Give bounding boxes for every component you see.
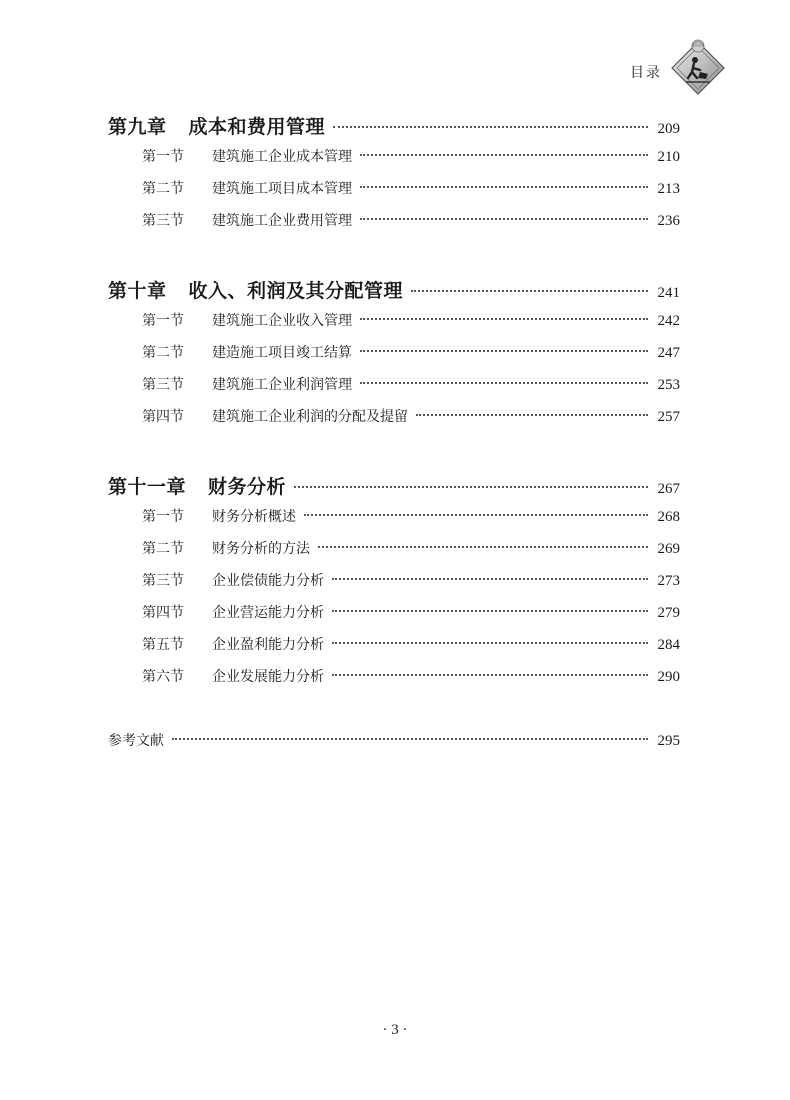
section-number: 第三节 <box>142 213 184 229</box>
section-title: 建筑施工企业利润的分配及提留 <box>212 409 408 425</box>
chapter-heading[interactable] <box>108 112 680 146</box>
page-number: 253 <box>657 377 680 393</box>
chapter-9 <box>108 112 680 242</box>
chapter-number: 第九章 <box>108 116 167 138</box>
page-number: 269 <box>657 541 680 557</box>
section-title: 建造施工项目竣工结算 <box>212 345 352 361</box>
page-number: 241 <box>657 285 680 301</box>
section-number: 第三节 <box>142 377 184 393</box>
dot-leader <box>360 218 648 220</box>
dot-leader <box>416 414 648 416</box>
page-number: 213 <box>657 181 680 197</box>
section-number: 第三节 <box>142 573 184 589</box>
section-title: 建筑施工企业成本管理 <box>212 149 352 165</box>
dot-leader <box>332 674 648 676</box>
page-number: 267 <box>657 481 680 497</box>
section-number: 第一节 <box>142 149 184 165</box>
page-number: 279 <box>657 605 680 621</box>
page-number: 247 <box>657 345 680 361</box>
dot-leader <box>360 186 648 188</box>
section-title: 建筑施工企业利润管理 <box>212 377 352 393</box>
dot-leader <box>332 642 648 644</box>
page-number: 210 <box>657 149 680 165</box>
section-entry[interactable] <box>108 602 680 634</box>
section-entry[interactable] <box>108 342 680 374</box>
page-number: 290 <box>657 669 680 685</box>
dot-leader <box>360 154 648 156</box>
dot-leader <box>360 382 648 384</box>
section-entry[interactable] <box>108 310 680 342</box>
footer-page-number: · 3 · <box>382 1022 408 1038</box>
page-number: 242 <box>657 313 680 329</box>
section-title: 建筑施工企业费用管理 <box>212 213 352 229</box>
dot-leader <box>318 546 648 548</box>
dot-leader <box>172 738 648 740</box>
dot-leader <box>304 514 648 516</box>
section-number: 第一节 <box>142 509 184 525</box>
section-number: 第二节 <box>142 541 184 557</box>
section-title: 企业发展能力分析 <box>212 669 324 685</box>
running-header <box>630 40 728 96</box>
section-title: 企业盈利能力分析 <box>212 637 324 653</box>
construction-worker-emblem-icon <box>668 38 728 98</box>
section-number: 第二节 <box>142 345 184 361</box>
section-title: 财务分析概述 <box>212 509 296 525</box>
page-number: 236 <box>657 213 680 229</box>
section-number: 第六节 <box>142 669 184 685</box>
dot-leader <box>411 290 647 292</box>
dot-leader <box>360 350 648 352</box>
section-number: 第五节 <box>142 637 184 653</box>
section-title: 建筑施工企业收入管理 <box>212 313 352 329</box>
section-number: 第二节 <box>142 181 184 197</box>
section-title: 财务分析的方法 <box>212 541 310 557</box>
section-entry[interactable] <box>108 666 680 698</box>
section-entry[interactable] <box>108 570 680 602</box>
section-entry[interactable] <box>108 210 680 242</box>
section-number: 第一节 <box>142 313 184 329</box>
chapter-title: 成本和费用管理 <box>188 116 326 138</box>
header-label: 目录 <box>630 65 662 81</box>
section-entry[interactable] <box>108 146 680 178</box>
chapter-heading[interactable] <box>108 472 680 506</box>
dot-leader <box>332 578 648 580</box>
references-entry[interactable] <box>108 730 680 762</box>
section-number: 第四节 <box>142 605 184 621</box>
section-title: 企业偿债能力分析 <box>212 573 324 589</box>
section-entry[interactable] <box>108 178 680 210</box>
chapter-title: 收入、利润及其分配管理 <box>188 280 404 302</box>
chapter-heading[interactable] <box>108 276 680 310</box>
references-title: 参考文献 <box>108 733 164 749</box>
chapter-title: 财务分析 <box>208 476 287 498</box>
dot-leader <box>332 610 648 612</box>
page-number: 257 <box>657 409 680 425</box>
table-of-contents <box>108 112 680 762</box>
section-entry[interactable] <box>108 538 680 570</box>
section-entry[interactable] <box>108 374 680 406</box>
page-number: 268 <box>657 509 680 525</box>
section-title: 企业营运能力分析 <box>212 605 324 621</box>
dot-leader <box>360 318 648 320</box>
page-number: 284 <box>657 637 680 653</box>
chapter-number: 第十章 <box>108 280 167 302</box>
chapter-number: 第十一章 <box>108 476 187 498</box>
page-number: 209 <box>657 121 680 137</box>
chapter-10 <box>108 276 680 438</box>
chapter-11 <box>108 472 680 698</box>
dot-leader <box>333 126 647 128</box>
section-entry[interactable] <box>108 506 680 538</box>
dot-leader <box>294 486 647 488</box>
page-number: 273 <box>657 573 680 589</box>
section-entry[interactable] <box>108 406 680 438</box>
section-number: 第四节 <box>142 409 184 425</box>
section-entry[interactable] <box>108 634 680 666</box>
section-title: 建筑施工项目成本管理 <box>212 181 352 197</box>
page-number: 295 <box>657 733 680 749</box>
